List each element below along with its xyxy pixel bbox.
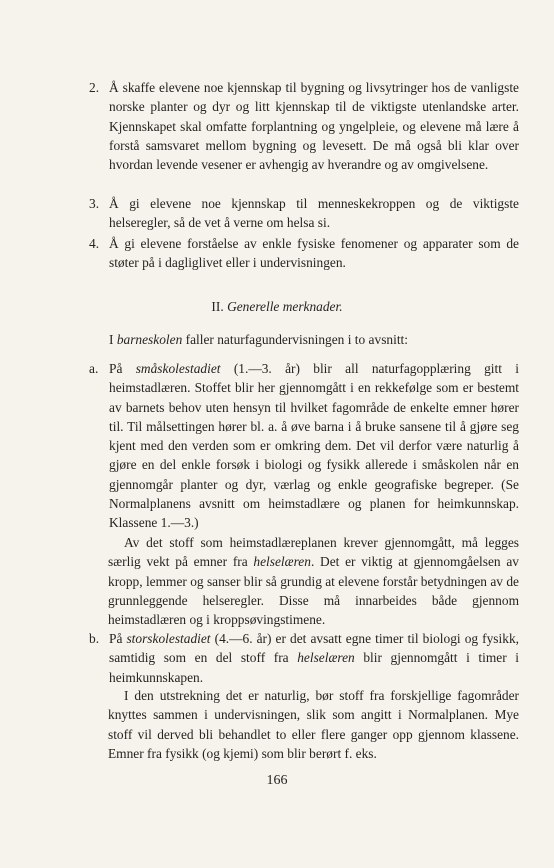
- section-b-italic-1: storskolestadiet: [126, 631, 211, 646]
- section-a-body: (1.—3. år) blir all naturfagopplæring gitt i heimstadlæren. Stoffet blir her gjennomgått i en rekkefølge som er bestemt av barnets behov uten hensyn til hvilket fagområde de enkelte emner hører til. Til målsettingen hører bl. a. å øve barna i å bruke sansene til å gjøre seg kjent med den verden som er omkring dem. Det vil derfor være naturlig å gjøre en del enkle forsøk i biologi og fysikk allerede i småskolen når en gjennomgår planter og dyr, værlag og enkle geografiske begreper. (Se Normalplanens avsnitt om heimstadlære og planen for heimkunnskap. Klassene 1.—3.): [109, 361, 519, 531]
- list-item-text: Å gi elevene noe kjennskap til menneskekroppen og de viktigste helseregler, så de vet å verne om helsa si.: [109, 196, 519, 231]
- section-a-para2-prefix: Av det stoff som heimstadlæreplanen krever gjennomgått, må legges særlig vekt på emner fra: [108, 535, 519, 570]
- intro-italic: barneskolen: [116, 332, 183, 347]
- section-a-prefix: På: [109, 361, 136, 376]
- section-a-text: [109, 359, 519, 533]
- list-marker: 3.: [89, 196, 100, 211]
- list-item-text: Å gi elevene forståelse av enkle fysiske fenomener og apparater som de støter på i dagliglivet eller i undervisningen.: [109, 236, 519, 271]
- section-a: [89, 359, 519, 533]
- page-number: 166: [266, 773, 288, 788]
- list-item-4: [89, 234, 519, 273]
- list-marker: 4.: [89, 236, 100, 251]
- list-marker: 2.: [89, 80, 100, 95]
- section-b: [89, 629, 519, 687]
- intro-suffix: faller naturfagundervisningen i to avsnitt:: [182, 332, 408, 347]
- section-b-suffix: blir gjennomgått i timer i heimkunnskapen.: [109, 650, 519, 685]
- intro-prefix: I: [109, 332, 117, 347]
- section-b-italic-2: helselæren: [297, 650, 355, 666]
- section-heading: [0, 297, 554, 316]
- section-b-prefix: På: [109, 631, 127, 646]
- section-b-text: [109, 629, 519, 687]
- section-a-para2-suffix: . Det er viktig at gjennomgåelsen av kropp, lemmer og sanser blir så grundig at elevene forstår betydningen av de grunnleggende helseregler. Disse må innarbeides både gjennom heimstadlæren og i kroppsøvingstimene.: [108, 554, 519, 628]
- list-item-3: [89, 194, 519, 233]
- section-b-middle: (4.—6. år) er det avsatt egne timer til biologi og fysikk, samtidig som en del stoff fra: [109, 631, 519, 666]
- section-b-marker: b.: [89, 631, 100, 646]
- section-a-paragraph-2: [108, 533, 519, 629]
- list-item-2: [89, 78, 519, 174]
- section-a-para2-italic: helselæren: [253, 554, 311, 570]
- section-a-italic: småskolestadiet: [135, 361, 221, 376]
- heading-title: Generelle merknader.: [227, 299, 343, 314]
- heading-number: II.: [211, 299, 224, 314]
- section-a-marker: a.: [89, 361, 99, 376]
- intro-paragraph: [109, 330, 519, 349]
- section-b-paragraph-2: I den utstrekning det er naturlig, bør stoff fra forskjellige fagområder knyttes sammen i undervisningen, slik som angitt i Normalplanen. Mye stoff vil derved bli behandlet to eller flere ganger opp gjennom klassene. Emner fra fysikk (og kjemi) som blir berørt f. eks.: [108, 688, 519, 761]
- list-item-text: Å skaffe elevene noe kjennskap til bygning og livsytringer hos de vanligste norske planter og dyr og litt kjennskap til de viktigste utenlandske arter. Kjennskapet skal omfatte forplantning og yngelpleie, og elevene må lære å forstå samsvaret mellom bygning og levesett. De må også bli klar over hvordan levende vesener er avhengig av hverandre og av omgivelsene.: [109, 80, 519, 173]
